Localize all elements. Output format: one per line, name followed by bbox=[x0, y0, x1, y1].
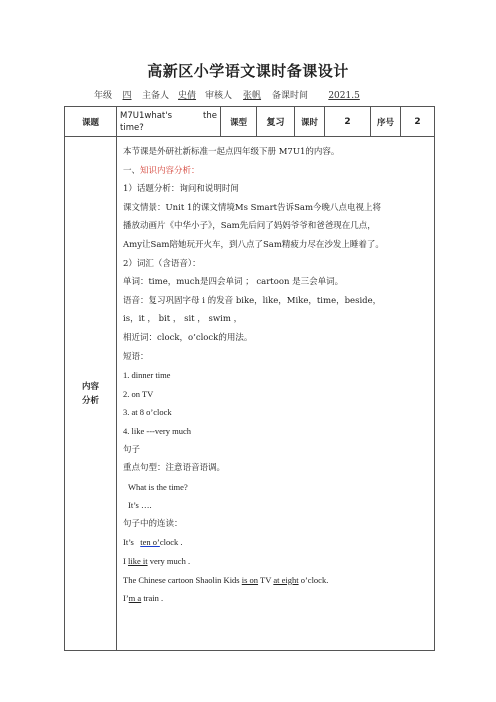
scene-line-3: Amy让Sam陪她玩开火车，到八点了Sam精疲力尽在沙发上睡着了。 bbox=[123, 239, 384, 250]
seq-value: 2 bbox=[401, 107, 435, 137]
period-value: 2 bbox=[325, 107, 371, 137]
phonics-line-1: 语音：复习巩固字母 i 的发音 bike，like，Mike，time，beside， bbox=[123, 295, 382, 306]
type-value: 复习 bbox=[257, 107, 295, 137]
phrase-item: 1. dinner time bbox=[123, 370, 171, 381]
liaison-sentence-4: I’m a train . bbox=[123, 593, 164, 604]
header-row bbox=[65, 107, 435, 137]
type-label: 课型 bbox=[221, 107, 257, 137]
phrase-item: 4. like ---very much bbox=[123, 425, 191, 436]
seq-label: 序号 bbox=[371, 107, 401, 137]
liaison-sentence-2: I like it very much . bbox=[123, 556, 191, 567]
time-value: 2021.5 bbox=[328, 91, 360, 101]
vocab-title: 2）词汇（含语音）： bbox=[123, 258, 201, 269]
reviewer-label: 审核人 bbox=[205, 91, 233, 101]
reviewer-value: 张帆 bbox=[243, 91, 262, 101]
document-title: 高新区小学语文课时备课设计 bbox=[147, 62, 349, 80]
preparer-label: 主备人 bbox=[142, 91, 170, 101]
key-sentence-line: 重点句型：注意语音语调。 bbox=[123, 463, 226, 474]
liaison-sentence-1: It’s ten o’clock . bbox=[123, 537, 183, 548]
sentence-item: It’s …. bbox=[128, 500, 152, 511]
phrases-title: 短语： bbox=[123, 351, 149, 362]
similar-words-line: 相近词：clock，o’clock的用法。 bbox=[123, 332, 253, 343]
grade-value: 四 bbox=[122, 91, 132, 101]
intro-line: 本节课是外研社新标准一起点四年级下册 M7U1的内容。 bbox=[123, 147, 340, 157]
period-label: 课时 bbox=[295, 107, 325, 137]
phonics-line-2: is，it ， bit ， sit ， swim ， bbox=[123, 314, 243, 325]
grade-label: 年级 bbox=[94, 91, 113, 101]
meta-line bbox=[94, 88, 434, 101]
topic-label: 课题 bbox=[65, 107, 117, 137]
words-line: 单词：time，much是四会单词 ； cartoon 是三会单词。 bbox=[123, 277, 344, 288]
phrase-item: 2. on TV bbox=[123, 388, 154, 399]
topic-analysis-line: 1）话题分析：询问和说明时间 bbox=[123, 184, 239, 195]
preparer-value: 史倩 bbox=[178, 91, 197, 101]
section-heading: 一、知识内容分析： bbox=[123, 165, 200, 176]
phrase-item: 3. at 8 o’clock bbox=[123, 407, 172, 418]
sentences-title: 句子 bbox=[123, 444, 141, 455]
lesson-plan-table bbox=[64, 106, 435, 651]
scene-line-2: 播放动画片《中华小子》，Sam先后问了妈妈爷爷和爸爸现在几点， bbox=[123, 221, 376, 232]
time-label: 备课时间 bbox=[272, 91, 309, 101]
scene-line-1: 课文情景：Unit 1的课文情境Ms Smart告诉Sam今晚八点电视上将 bbox=[123, 202, 382, 213]
content-analysis-body bbox=[117, 137, 435, 651]
content-row bbox=[65, 137, 435, 651]
liaison-title: 句子中的连读： bbox=[123, 518, 183, 529]
liaison-sentence-3: The Chinese cartoon Shaolin Kids is on TV at eight o’clock. bbox=[123, 574, 329, 585]
sentence-item: What is the time? bbox=[128, 481, 188, 492]
content-analysis-label: 内容 分析 bbox=[65, 137, 117, 651]
topic-value: M7U1what's the time? bbox=[117, 107, 221, 137]
